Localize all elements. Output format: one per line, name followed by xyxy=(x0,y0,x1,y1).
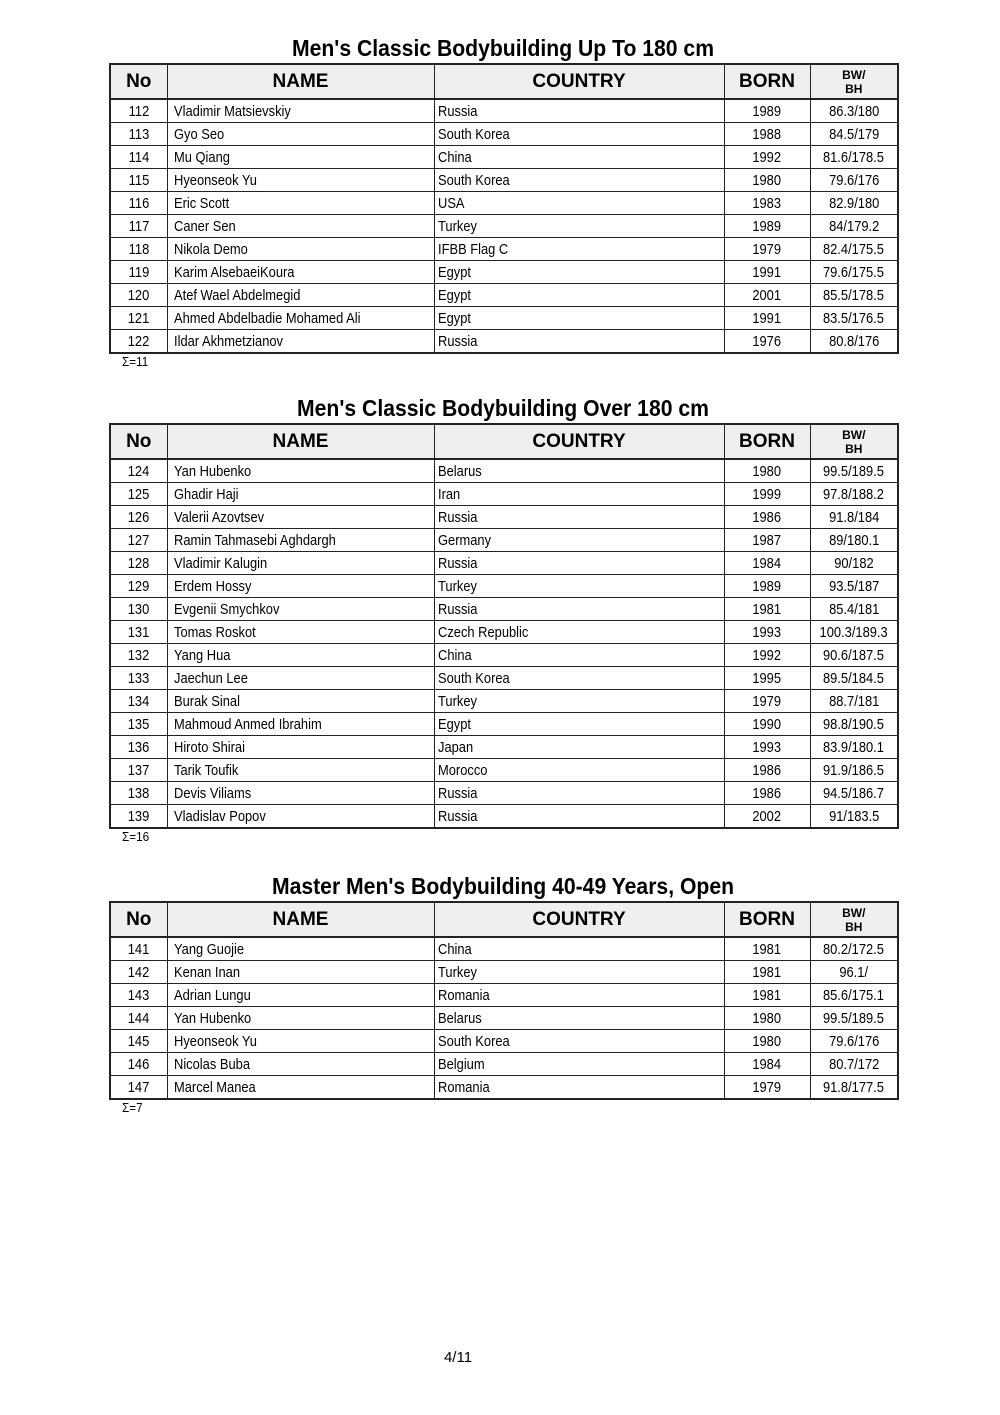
table-row xyxy=(110,330,898,354)
cell-name: Mahmoud Anmed Ibrahim xyxy=(173,715,322,733)
cell-born: 1980 xyxy=(752,1032,782,1050)
cell-country: China xyxy=(437,148,472,166)
cell-born: 1991 xyxy=(752,309,782,327)
table-row xyxy=(110,598,898,621)
cell-bw-bh: 80.2/172.5 xyxy=(823,940,885,958)
header-born: BORN xyxy=(724,902,810,937)
table-row xyxy=(110,713,898,736)
header-bw-bh xyxy=(810,902,898,937)
cell-name: Burak Sinal xyxy=(173,692,240,710)
cell-bw-bh: 89/180.1 xyxy=(828,531,879,549)
cell-bw-bh: 100.3/189.3 xyxy=(819,623,888,641)
table-row xyxy=(110,961,898,984)
cell-country: China xyxy=(437,646,472,664)
table-row xyxy=(110,192,898,215)
cell-no: 127 xyxy=(127,531,150,549)
cell-country: USA xyxy=(437,194,465,212)
table-row xyxy=(110,483,898,506)
total-count-text: Σ=7 xyxy=(122,1100,143,1115)
cell-country: Egypt xyxy=(437,309,471,327)
cell-born: 1993 xyxy=(752,623,782,641)
cell-born: 1989 xyxy=(752,217,782,235)
cell-bw-bh: 89.5/184.5 xyxy=(823,669,885,687)
cell-no: 126 xyxy=(127,508,150,526)
header-bh: BH xyxy=(845,919,863,934)
competitors-table xyxy=(109,901,899,1100)
cell-bw-bh: 86.3/180 xyxy=(828,102,879,120)
cell-no: 121 xyxy=(127,309,150,327)
cell-country: Russia xyxy=(437,508,477,526)
cell-country: IFBB Flag C xyxy=(437,240,508,258)
category-title: Master Men's Bodybuilding 40-49 Years, Open xyxy=(271,873,735,899)
cell-born: 1981 xyxy=(752,600,782,618)
cell-no: 130 xyxy=(127,600,150,618)
table-row xyxy=(110,459,898,483)
header-born: BORN xyxy=(724,64,810,99)
cell-name: Marcel Manea xyxy=(173,1078,256,1096)
cell-no: 143 xyxy=(127,986,150,1004)
cell-bw-bh: 91.8/177.5 xyxy=(823,1078,885,1096)
cell-no: 119 xyxy=(128,263,150,281)
cell-no: 132 xyxy=(127,646,150,664)
cell-no: 112 xyxy=(128,102,150,120)
cell-born: 1976 xyxy=(752,332,782,350)
table-row xyxy=(110,261,898,284)
header-bw: BW/ xyxy=(842,427,866,442)
cell-no: 128 xyxy=(127,554,150,572)
table-row xyxy=(110,307,898,330)
cell-country: Russia xyxy=(437,784,477,802)
cell-no: 129 xyxy=(127,577,150,595)
table-row xyxy=(110,1076,898,1100)
table-row xyxy=(110,1007,898,1030)
cell-name: Valerii Azovtsev xyxy=(173,508,264,526)
cell-born: 1979 xyxy=(752,1078,782,1096)
table-row xyxy=(110,123,898,146)
table-row xyxy=(110,215,898,238)
header-born: BORN xyxy=(724,424,810,459)
total-count-text: Σ=16 xyxy=(122,829,150,844)
cell-no: 145 xyxy=(127,1032,150,1050)
cell-country: Belarus xyxy=(437,1009,482,1027)
cell-born: 1987 xyxy=(752,531,782,549)
cell-country: Belgium xyxy=(437,1055,485,1073)
cell-born: 1992 xyxy=(752,646,782,664)
cell-bw-bh: 83.9/180.1 xyxy=(823,738,885,756)
total-count xyxy=(122,354,897,370)
cell-name: Ghadir Haji xyxy=(173,485,239,503)
cell-country: Russia xyxy=(437,332,477,350)
cell-born: 2001 xyxy=(752,286,782,304)
cell-bw-bh: 85.6/175.1 xyxy=(823,986,885,1004)
total-count xyxy=(122,1100,897,1116)
cell-country: Egypt xyxy=(437,263,471,281)
category-section xyxy=(109,393,897,845)
cell-name: Caner Sen xyxy=(173,217,236,235)
cell-country: China xyxy=(437,940,472,958)
table-row xyxy=(110,937,898,961)
cell-no: 147 xyxy=(127,1078,150,1096)
cell-name: Yan Hubenko xyxy=(173,462,251,480)
cell-name: Ramin Tahmasebi Aghdargh xyxy=(173,531,336,549)
cell-name: Yan Hubenko xyxy=(173,1009,251,1027)
cell-born: 1986 xyxy=(752,761,782,779)
cell-bw-bh: 84.5/179 xyxy=(828,125,879,143)
table-row xyxy=(110,690,898,713)
cell-bw-bh: 91.9/186.5 xyxy=(823,761,885,779)
header-bw-bh xyxy=(810,424,898,459)
cell-no: 122 xyxy=(127,332,150,350)
cell-name: Tomas Roskot xyxy=(173,623,256,641)
cell-country: Japan xyxy=(437,738,473,756)
cell-born: 1979 xyxy=(752,692,782,710)
cell-born: 1989 xyxy=(752,102,782,120)
cell-country: Turkey xyxy=(437,577,477,595)
cell-bw-bh: 79.6/176 xyxy=(828,171,879,189)
category-title: Men's Classic Bodybuilding Up To 180 cm xyxy=(291,35,715,61)
cell-born: 1981 xyxy=(752,963,782,981)
table-row xyxy=(110,146,898,169)
cell-country: Germany xyxy=(437,531,491,549)
cell-country: Russia xyxy=(437,807,477,825)
cell-name: Vladislav Popov xyxy=(173,807,266,825)
header-no: No xyxy=(110,424,167,459)
cell-no: 139 xyxy=(127,807,150,825)
cell-bw-bh: 82.4/175.5 xyxy=(823,240,885,258)
cell-country: Turkey xyxy=(437,963,477,981)
cell-country: Russia xyxy=(437,554,477,572)
table-header-row xyxy=(110,64,898,99)
cell-country: Turkey xyxy=(437,692,477,710)
header-bw: BW/ xyxy=(842,905,866,920)
table-row xyxy=(110,782,898,805)
header-country: COUNTRY xyxy=(434,424,724,459)
cell-name: Gyo Seo xyxy=(173,125,224,143)
cell-country: South Korea xyxy=(437,1032,510,1050)
cell-country: Egypt xyxy=(437,715,471,733)
cell-name: Erdem Hossy xyxy=(173,577,251,595)
cell-no: 116 xyxy=(128,194,150,212)
cell-country: Russia xyxy=(437,102,477,120)
cell-bw-bh: 91/183.5 xyxy=(828,807,879,825)
header-no: No xyxy=(110,64,167,99)
cell-name: Adrian Lungu xyxy=(173,986,251,1004)
cell-bw-bh: 79.6/176 xyxy=(828,1032,879,1050)
cell-born: 1991 xyxy=(752,263,782,281)
cell-name: Devis Viliams xyxy=(173,784,251,802)
table-row xyxy=(110,759,898,782)
cell-bw-bh: 88.7/181 xyxy=(828,692,879,710)
cell-no: 131 xyxy=(127,623,150,641)
table-row xyxy=(110,805,898,829)
cell-no: 133 xyxy=(127,669,150,687)
header-country: COUNTRY xyxy=(434,64,724,99)
cell-born: 1981 xyxy=(752,986,782,1004)
cell-no: 146 xyxy=(127,1055,150,1073)
cell-born: 1983 xyxy=(752,194,782,212)
category-section xyxy=(109,871,897,1116)
table-header-row xyxy=(110,424,898,459)
cell-born: 1984 xyxy=(752,554,782,572)
cell-born: 1979 xyxy=(752,240,782,258)
cell-bw-bh: 98.8/190.5 xyxy=(823,715,885,733)
table-header-row xyxy=(110,902,898,937)
cell-country: Russia xyxy=(437,600,477,618)
cell-country: South Korea xyxy=(437,171,510,189)
cell-name: Evgenii Smychkov xyxy=(173,600,279,618)
cell-born: 1980 xyxy=(752,171,782,189)
category-title: Men's Classic Bodybuilding Over 180 cm xyxy=(297,395,709,421)
cell-bw-bh: 91.8/184 xyxy=(828,508,879,526)
cell-country: Romania xyxy=(437,986,490,1004)
cell-born: 1993 xyxy=(752,738,782,756)
cell-no: 137 xyxy=(127,761,150,779)
cell-bw-bh: 82.9/180 xyxy=(828,194,879,212)
header-bw: BW/ xyxy=(842,67,866,82)
cell-bw-bh: 81.6/178.5 xyxy=(823,148,885,166)
table-row xyxy=(110,644,898,667)
cell-no: 125 xyxy=(127,485,150,503)
cell-no: 124 xyxy=(127,462,150,480)
cell-born: 1981 xyxy=(752,940,782,958)
table-row xyxy=(110,984,898,1007)
header-no: No xyxy=(110,902,167,937)
cell-country: South Korea xyxy=(437,125,510,143)
cell-name: Vladimir Matsievskiy xyxy=(173,102,291,120)
cell-no: 120 xyxy=(127,286,150,304)
cell-no: 136 xyxy=(127,738,150,756)
cell-name: Tarik Toufik xyxy=(173,761,238,779)
table-row xyxy=(110,621,898,644)
cell-bw-bh: 83.5/176.5 xyxy=(823,309,885,327)
table-row xyxy=(110,99,898,123)
cell-born: 1980 xyxy=(752,1009,782,1027)
cell-bw-bh: 97.8/188.2 xyxy=(823,485,885,503)
cell-name: Vladimir Kalugin xyxy=(173,554,267,572)
cell-born: 1992 xyxy=(752,148,782,166)
cell-no: 142 xyxy=(127,963,150,981)
total-count xyxy=(122,829,897,845)
cell-name: Atef Wael Abdelmegid xyxy=(173,286,300,304)
competitors-table xyxy=(109,63,899,354)
cell-name: Karim AlsebaeiKoura xyxy=(173,263,294,281)
table-row xyxy=(110,736,898,759)
cell-bw-bh: 84/179.2 xyxy=(828,217,879,235)
cell-bw-bh: 80.7/172 xyxy=(828,1055,879,1073)
cell-bw-bh: 85.5/178.5 xyxy=(823,286,885,304)
cell-country: Belarus xyxy=(437,462,482,480)
category-section xyxy=(109,33,897,370)
cell-born: 1995 xyxy=(752,669,782,687)
cell-born: 2002 xyxy=(752,807,782,825)
cell-born: 1989 xyxy=(752,577,782,595)
cell-name: Kenan Inan xyxy=(173,963,240,981)
page-number: 4/11 xyxy=(443,1349,473,1366)
cell-country: Iran xyxy=(437,485,460,503)
cell-born: 1988 xyxy=(752,125,782,143)
cell-country: Turkey xyxy=(437,217,477,235)
cell-bw-bh: 79.6/175.5 xyxy=(823,263,885,281)
cell-name: Hyeonseok Yu xyxy=(173,171,257,189)
cell-country: Czech Republic xyxy=(437,623,528,641)
table-row xyxy=(110,169,898,192)
table-row xyxy=(110,667,898,690)
cell-no: 118 xyxy=(128,240,150,258)
cell-country: South Korea xyxy=(437,669,510,687)
cell-bw-bh: 99.5/189.5 xyxy=(823,462,885,480)
table-row xyxy=(110,1030,898,1053)
cell-name: Eric Scott xyxy=(173,194,229,212)
cell-name: Hyeonseok Yu xyxy=(173,1032,257,1050)
table-row xyxy=(110,238,898,261)
cell-country: Egypt xyxy=(437,286,471,304)
competitors-table xyxy=(109,423,899,829)
total-count-text: Σ=11 xyxy=(122,354,149,369)
cell-born: 1984 xyxy=(752,1055,782,1073)
cell-born: 1986 xyxy=(752,784,782,802)
cell-no: 144 xyxy=(127,1009,150,1027)
cell-bw-bh: 93.5/187 xyxy=(828,577,879,595)
cell-born: 1999 xyxy=(752,485,782,503)
header-name: NAME xyxy=(167,424,434,459)
cell-name: Hiroto Shirai xyxy=(173,738,245,756)
cell-bw-bh: 94.5/186.7 xyxy=(823,784,885,802)
table-row xyxy=(110,284,898,307)
cell-no: 138 xyxy=(127,784,150,802)
cell-no: 134 xyxy=(127,692,150,710)
cell-born: 1990 xyxy=(752,715,782,733)
cell-bw-bh: 99.5/189.5 xyxy=(823,1009,885,1027)
cell-bw-bh: 90.6/187.5 xyxy=(823,646,885,664)
cell-name: Ildar Akhmetzianov xyxy=(173,332,283,350)
table-row xyxy=(110,1053,898,1076)
cell-no: 113 xyxy=(128,125,150,143)
table-row xyxy=(110,575,898,598)
table-row xyxy=(110,529,898,552)
cell-no: 117 xyxy=(128,217,150,235)
cell-bw-bh: 80.8/176 xyxy=(828,332,879,350)
cell-no: 141 xyxy=(127,940,150,958)
cell-born: 1980 xyxy=(752,462,782,480)
cell-born: 1986 xyxy=(752,508,782,526)
header-bh: BH xyxy=(845,81,863,96)
cell-country: Romania xyxy=(437,1078,490,1096)
cell-name: Yang Hua xyxy=(173,646,230,664)
cell-name: Yang Guojie xyxy=(173,940,244,958)
header-name: NAME xyxy=(167,64,434,99)
cell-bw-bh: 85.4/181 xyxy=(828,600,879,618)
cell-bw-bh: 90/182 xyxy=(834,554,874,572)
cell-country: Morocco xyxy=(437,761,487,779)
header-name: NAME xyxy=(167,902,434,937)
cell-name: Mu Qiang xyxy=(173,148,230,166)
cell-no: 115 xyxy=(128,171,150,189)
cell-name: Nicolas Buba xyxy=(173,1055,250,1073)
table-row xyxy=(110,552,898,575)
cell-bw-bh: 96.1/ xyxy=(839,963,869,981)
header-bw-bh xyxy=(810,64,898,99)
table-row xyxy=(110,506,898,529)
header-country: COUNTRY xyxy=(434,902,724,937)
header-bh: BH xyxy=(845,441,863,456)
cell-name: Ahmed Abdelbadie Mohamed Ali xyxy=(173,309,360,327)
cell-name: Nikola Demo xyxy=(173,240,248,258)
cell-no: 135 xyxy=(127,715,150,733)
cell-name: Jaechun Lee xyxy=(173,669,248,687)
cell-no: 114 xyxy=(128,148,150,166)
